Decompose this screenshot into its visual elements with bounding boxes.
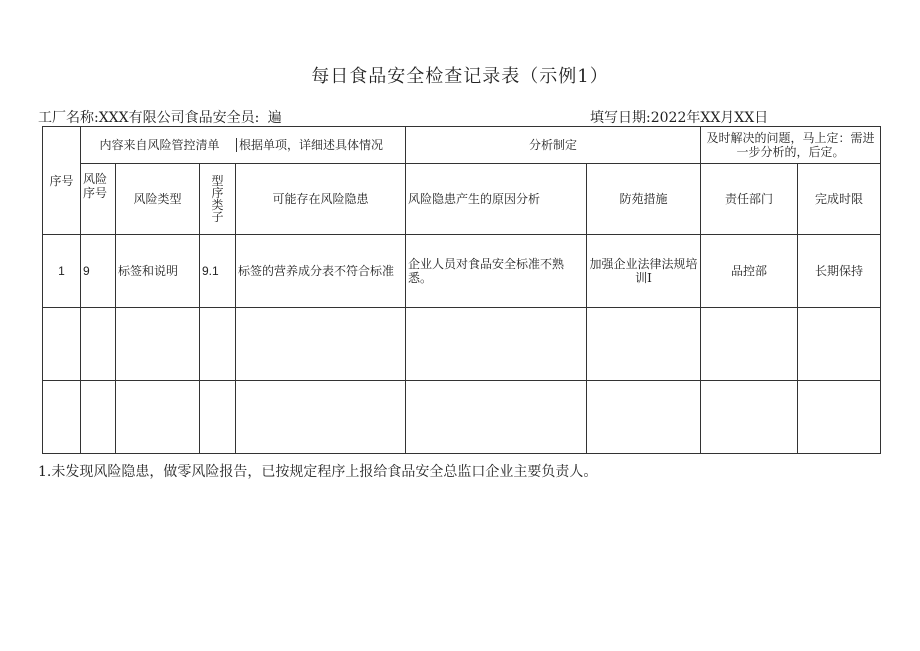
header-solve: 及时解决的问题，马上定：需进一步分析的，后定。	[701, 127, 881, 164]
cell-deadline[interactable]	[798, 381, 881, 454]
table-row	[43, 381, 881, 454]
cell-sub-type[interactable]	[200, 308, 236, 381]
cell-deadline[interactable]: 长期保持	[798, 235, 881, 308]
cell-dept[interactable]	[701, 381, 798, 454]
officer-label: 食品安全员:	[184, 110, 260, 126]
header-row-2	[43, 164, 881, 235]
header-deadline: 完成时限	[798, 164, 881, 235]
cell-possible-hazard[interactable]: 标签的营养成分表不符合标准	[236, 235, 406, 308]
cell-sub-type[interactable]: 9.1	[200, 235, 236, 308]
cell-risk-type[interactable]	[116, 381, 200, 454]
cell-risk-no[interactable]: 9	[81, 235, 116, 308]
header-row-1	[43, 127, 881, 164]
officer-field[interactable]: 遍	[266, 111, 310, 127]
cell-risk-type[interactable]	[116, 308, 200, 381]
header-sub-type: 型序类子	[200, 164, 236, 235]
cell-risk-no[interactable]	[81, 308, 116, 381]
cell-seq[interactable]	[43, 308, 81, 381]
table-row	[43, 308, 881, 381]
cell-risk-no[interactable]	[81, 381, 116, 454]
header-source-text: 内容来自风险管控清单	[99, 138, 220, 152]
header-dept: 责任部门	[701, 164, 798, 235]
cell-seq[interactable]	[43, 381, 81, 454]
footnote: 1.未发现风险隐患，做零风险报告，已按规定程序上报给食品安全总监口企业主要负责人。	[38, 464, 598, 480]
cell-seq[interactable]: 1	[43, 235, 81, 308]
inspection-table	[42, 126, 881, 454]
header-source	[81, 127, 406, 164]
cell-prevention[interactable]	[587, 308, 701, 381]
header-cause: 风险隐患产生的原因分析	[406, 164, 587, 235]
factory-value: XXX有限公司	[98, 110, 185, 126]
cell-prevention[interactable]	[587, 381, 701, 454]
header-risk-no: 风险序号	[81, 164, 116, 235]
header-seq: 序号	[43, 127, 81, 235]
date-info	[590, 107, 768, 127]
header-risk-type: 风险类型	[116, 164, 200, 235]
header-info	[38, 107, 880, 127]
cell-prevention[interactable]: 加强企业法律法规培训Ⅰ	[587, 235, 701, 308]
date-value: 2022年XX月XX日	[650, 110, 769, 126]
cell-possible-hazard[interactable]	[236, 308, 406, 381]
factory-info	[38, 107, 310, 127]
table-row	[43, 235, 881, 308]
cell-risk-type[interactable]: 标签和说明	[116, 235, 200, 308]
header-analysis: 分析制定	[406, 127, 701, 164]
page-title: 每日食品安全检查记录表（示例1）	[311, 66, 609, 87]
factory-label: 工厂名称:	[38, 110, 99, 126]
header-prevention: 防苑措施	[587, 164, 701, 235]
cell-dept[interactable]: 品控部	[701, 235, 798, 308]
cell-dept[interactable]	[701, 308, 798, 381]
cell-possible-hazard[interactable]	[236, 381, 406, 454]
header-basis: 根据单项，详细述具体情况	[236, 138, 403, 152]
date-label: 填写日期:	[590, 110, 651, 126]
header-possible-hazard: 可能存在风险隐患	[236, 164, 406, 235]
cell-cause[interactable]: 企业人员对食品安全标准不熟悉。	[406, 235, 587, 308]
cell-cause[interactable]	[406, 308, 587, 381]
cell-deadline[interactable]	[798, 308, 881, 381]
cell-cause[interactable]	[406, 381, 587, 454]
cell-sub-type[interactable]	[200, 381, 236, 454]
